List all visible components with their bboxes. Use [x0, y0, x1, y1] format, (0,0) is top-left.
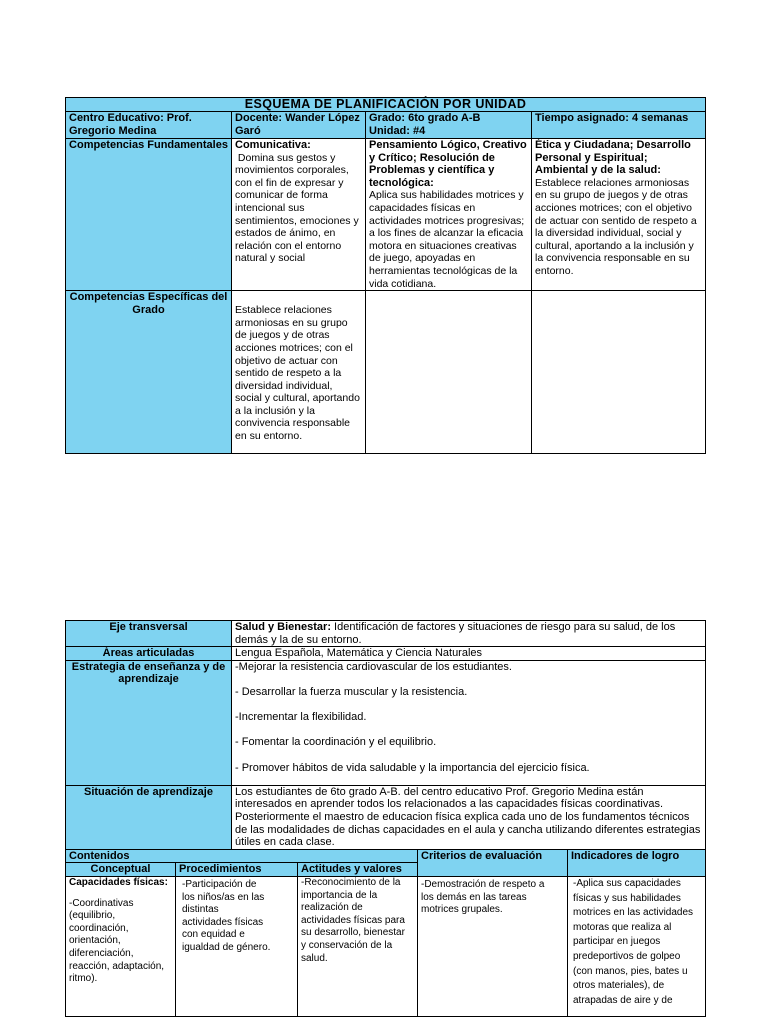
grado-unidad [366, 112, 532, 139]
conceptual-text: -Coordinativas (equilibrio, coordinación, orientación, diferenciación, reacción, adaptación, ritmo). [69, 897, 165, 985]
criterios-label: Criterios de evaluación [418, 849, 568, 876]
indicadores-text: -Aplica sus capacidades físicas y sus habilidades motrices en las actividades motoras que realiza al participar en juegos predeportivos de golpeo (con manos, pies, bates u otros materiales), de atrapadas de aire y de [573, 877, 694, 1006]
conceptual-label: Conceptual [66, 863, 176, 877]
actitudes-label: Actitudes y valores [298, 863, 418, 877]
conceptual-title: Capacidades físicas: [69, 876, 168, 888]
comunicativa-text: Domina sus gestos y movimientos corporales, con el fin de expresar y comunicar de forma intencional sus sentimientos, emociones y estados de ánimo, en relación con el entorno natural y social [235, 151, 362, 265]
grado: Grado: 6to grado A-B [369, 112, 481, 124]
estrategia-item: - Promover hábitos de vida saludable y la importancia del ejercicio física. [235, 761, 590, 774]
empty-cell [532, 291, 706, 454]
unidad: Unidad: #4 [369, 124, 426, 137]
estrategia-label: Estrategia de enseñanza y de aprendizaje [66, 660, 232, 785]
pensamiento-text: Aplica sus habilidades motrices y capacidades físicas en actividades motrices progresivas; a los fines de alcanzar la eficacia motora en situaciones creativas de juego, apoyadas en herramientas tecnológicas de la vida cotidiana. [369, 189, 525, 290]
situacion-text: Los estudiantes de 6to grado A-B. del centro educativo Prof. Gregorio Medina están interesados en aprender todos los relacionados a las capacidades físicas coordinativas. Posteriormente el maestro de educacion física explica cada uno de los fundamentos técnicos de las modalidades de dichas capacidades en el aula y cancha utilizando diferentes estrategias útiles en cada clase. [232, 785, 706, 849]
pensamiento-title: Pensamiento Lógico, Creativo y Crítico; Resolución de Problemas y científica y tecnológica: [369, 139, 527, 189]
procedimientos-text: -Participación de los niños/as en las distintas actividades físicas con equidad e igualdad de género. [182, 878, 271, 953]
competencias-especificas-text: Establece relaciones armoniosas en su grupo de juegos y de otras acciones motrices; con el objetivo de actuar con sentido de respeto a la diversidad individual, social y cultural, aportando a la inclusión y la convivencia responsable en su entorno. [235, 304, 360, 443]
procedimientos-cell [176, 876, 298, 1016]
planning-table [65, 97, 706, 454]
competencias-especificas-cell [232, 291, 366, 454]
estrategia-item: - Fomentar la coordinación y el equilibrio. [235, 736, 437, 749]
actitudes-cell [298, 876, 418, 1016]
competencias-fundamentales-label: Competencias Fundamentales [66, 139, 232, 291]
contenidos-label: Contenidos [66, 849, 418, 863]
areas-articuladas-label: Áreas articuladas [66, 647, 232, 661]
eje-title: Salud y Bienestar: [235, 621, 331, 633]
etica-text: Establece relaciones armoniosas en su grupo de juegos y de otras acciones motrices; con el objetivo de actuar con sentido de respeto a la diversidad individual, social y cultural, aportando a la inclusión y la convivencia responsable en su entorno. [535, 176, 697, 277]
procedimientos-label: Procedimientos [176, 863, 298, 877]
eje-text: Identificación de factores y situaciones de riesgo para su salud, de los demás y la de su entorno. [235, 621, 679, 646]
eje-transversal-label: Eje transversal [66, 621, 232, 647]
conceptual-cell [66, 876, 176, 1016]
estrategia-item: -Incrementar la flexibilidad. [235, 711, 367, 724]
etica-cell [532, 139, 706, 291]
tiempo-asignado: Tiempo asignado: 4 semanas [532, 112, 706, 139]
competencias-especificas-label: Competencias Específicas del Grado [66, 291, 232, 454]
planning-title: ESQUEMA DE PLANIFICACIÓN POR UNIDAD [66, 98, 706, 112]
empty-cell [366, 291, 532, 454]
comunicativa-title: Comunicativa: [235, 139, 311, 151]
docente: Docente: Wander López Garó [232, 112, 366, 139]
estrategia-cell [232, 660, 706, 785]
estrategia-item: -Mejorar la resistencia cardiovascular de los estudiantes. [235, 660, 512, 673]
indicadores-label: Indicadores de logro [568, 849, 706, 876]
pensamiento-cell [366, 139, 532, 291]
etica-title: Ética y Ciudadana; Desarrollo Personal y Espiritual; Ambiental y de la salud: [535, 139, 691, 177]
centro-educativo: Centro Educativo: Prof. Gregorio Medina [66, 112, 232, 139]
estrategia-item: - Desarrollar la fuerza muscular y la resistencia. [235, 685, 468, 698]
actitudes-text: -Reconocimiento de la importancia de la realización de actividades físicas para su desarrollo, bienestar y conservación de la salud. [301, 876, 405, 964]
eje-transversal-cell [232, 621, 706, 647]
situacion-label: Situación de aprendizaje [66, 785, 232, 849]
unit-table [65, 620, 706, 1017]
criterios-cell [418, 876, 568, 1016]
criterios-text: -Demostración de respeto a los demás en las tareas motrices grupales. [421, 878, 545, 916]
indicadores-cell [568, 876, 706, 1016]
areas-articuladas-text: Lengua Española, Matemática y Ciencia Naturales [232, 647, 706, 661]
comunicativa-cell [232, 139, 366, 291]
